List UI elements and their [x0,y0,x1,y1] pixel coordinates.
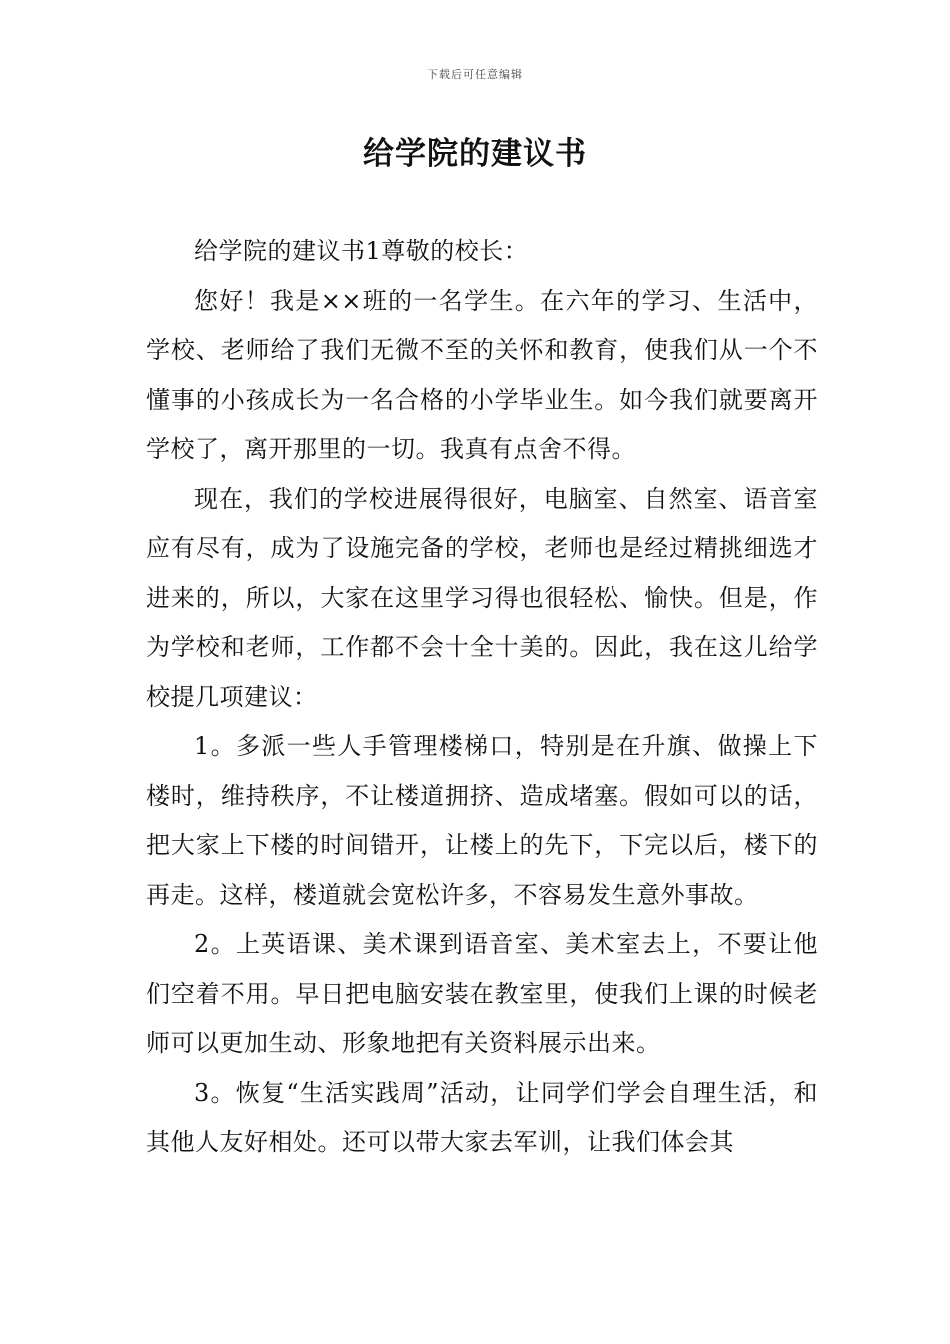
header-note: 下载后可任意编辑 [427,68,523,81]
paragraph-greeting: 您好！我是××班的一名学生。在六年的学习、生活中，学校、老师给了我们无微不至的关怀和教育，使我们从一个不懂事的小孩成长为一名合格的小学毕业生。如今我们就要离开学校了，离开那里的一切。我真有点舍不得。 [146,286,818,463]
document-body [146,227,818,1168]
paragraph-suggestion-3: 3。恢复“生活实践周”活动，让同学们学会自理生活，和其他人友好相处。还可以带大家去军训，让我们体会其 [146,1078,818,1156]
paragraph-context: 现在，我们的学校进展得很好，电脑室、自然室、语音室应有尽有，成为了设施完备的学校，老师也是经过精挑细选才进来的，所以，大家在这里学习得也很轻松、愉快。但是，作为学校和老师，工作都不会十全十美的。因此，我在这儿给学校提几项建议： [146,484,818,711]
paragraph-salutation: 给学院的建议书1尊敬的校长： [194,237,529,265]
document-title: 给学院的建议书 [363,136,587,172]
paragraph-suggestion-2: 2。上英语课、美术课到语音室、美术室去上，不要让他们空着不用。早日把电脑安装在教室里，使我们上课的时候老师可以更加生动、形象地把有关资料展示出来。 [146,930,818,1057]
paragraph-suggestion-1: 1。多派一些人手管理楼梯口，特别是在升旗、做操上下楼时，维持秩序，不让楼道拥挤、造成堵塞。假如可以的话，把大家上下楼的时间错开，让楼上的先下，下完以后，楼下的再走。这样，楼道就会宽松许多，不容易发生意外事故。 [146,732,818,909]
